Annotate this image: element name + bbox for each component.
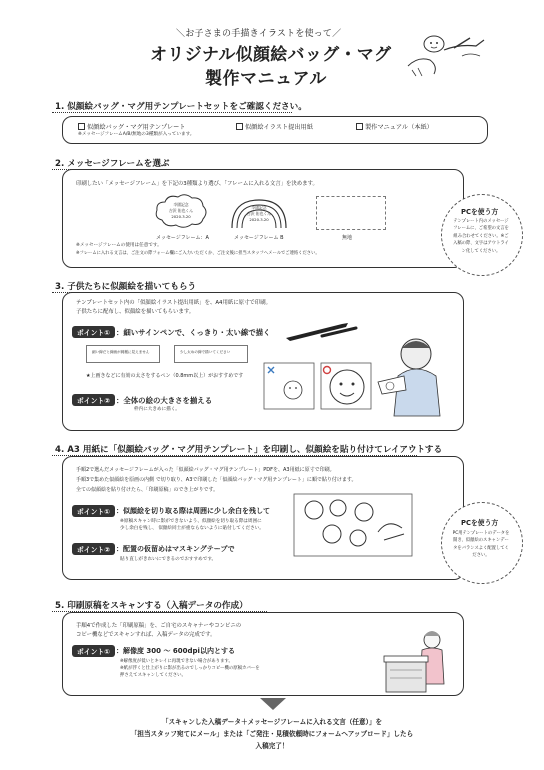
footer-line-2: 「担当スタッフ宛てにメール」または「ご発注・見積依頼時にフォームへアップロード」したら bbox=[130, 730, 414, 738]
pc-tip-1-body: テンプレート内のメッセージフレームに、ご希望の文言を組み合わせてください。※ご入稿の際、文字はアウトライン化してください。 bbox=[453, 219, 509, 254]
page-title: オリジナル似顔絵バッグ・マグ bbox=[150, 45, 392, 65]
slash-right: ／ bbox=[332, 29, 342, 39]
check-item-label: 製作マニュアル（本紙） bbox=[365, 124, 433, 131]
section-3-point-2-sub: 枠内に大きめに描く。 bbox=[134, 407, 180, 412]
frame-plain-box bbox=[316, 196, 386, 230]
section-4-point-1-text: ：似顔絵を切り取る際は周囲に少し余白を残して bbox=[116, 507, 270, 515]
header-subtitle-text: お子さまの手描きイラストを使って bbox=[185, 29, 333, 39]
checkbox-icon bbox=[236, 123, 243, 130]
section-4-point-2-text: ：配置の仮留めはマスキングテープで bbox=[116, 545, 235, 553]
section-4-point-2-sub: 貼り直しがきれいにできるのでおすすめです。 bbox=[120, 557, 217, 562]
section-4-point-2-badge: ポイント② bbox=[72, 543, 115, 555]
header-subtitle bbox=[176, 26, 341, 39]
section-5-point-1-badge: ポイント① bbox=[72, 645, 115, 657]
face-size-comparison-illustration bbox=[263, 362, 373, 410]
check-item-template bbox=[78, 122, 185, 131]
section-3-point-1-text: ：細いサインペンで、くっきり・太い線で描く bbox=[116, 328, 271, 337]
section-3-recommend: ★上画きなどに有効の太さをするペン（0.8mm以上）がおすすめです bbox=[86, 373, 244, 379]
frame-b-label: メッセージフレーム B bbox=[234, 235, 284, 241]
frame-a-sample-text: 卒園記念 吉沢 佑也くん 2020.3.20 bbox=[169, 202, 193, 219]
copier-user-illustration bbox=[382, 624, 462, 694]
drawing-hands-illustration bbox=[404, 26, 488, 78]
section-1-title: 1. 似顔絵バッグ・マグ用テンプレートセットをご確認ください。 bbox=[55, 102, 307, 112]
frame-plain-label: 無地 bbox=[342, 235, 353, 241]
check-item-submission-sheet bbox=[236, 122, 313, 131]
thin-line-sample-text: 細い線だと線画が綺麗に見えません bbox=[92, 350, 150, 354]
section-3-point-2-text: ：全体の絵の大きさを揃える bbox=[116, 396, 213, 405]
section-3-point-2-badge: ポイント② bbox=[72, 394, 115, 406]
section-4-point-1-sub: ※原稿スキャン時に影ができないよう、似顔絵を切り取る際は周囲に 少し余白を残し、 似顔絵同士が重ならないように貼付してください。 bbox=[120, 519, 264, 531]
section-5-notes: ※解像度が低いとキレイに再現できない場合があります。 ※紙が浮くと仕上がりに影が出るのでしっかりコピー機の原稿カバーを 押さえてスキャンしてください。 bbox=[120, 659, 260, 678]
check-item-label: 似顔絵イラスト提出用紙 bbox=[245, 124, 313, 131]
frame-b-sample-text: 卒園記念 吉沢 佑也くん 2020.3.20 bbox=[247, 205, 271, 222]
section-1-underline bbox=[52, 112, 292, 114]
pc-tip-1-title: PCを使う方 bbox=[461, 208, 499, 216]
section-2-note-1: ※メッセージフレームの使用は任意です。 bbox=[76, 243, 162, 248]
section-2-note-2: ※フレームに入れる文言は、ご注文の際フォーム欄にご入力いただくか、ご注文後に担当スタッフへメールでご連絡ください。 bbox=[76, 251, 320, 256]
page-title-2: 製作マニュアル bbox=[205, 69, 327, 89]
section-3-point-1-badge: ポイント① bbox=[72, 326, 115, 338]
section-5-intro: 手順4で作成した「印刷原稿」を、ご自宅のスキャナーやコンビニの コピー機などでスキャンすれば、入稿データの完成です。 bbox=[76, 623, 242, 638]
section-4-intro-1: 手順2で選んだメッセージフレームが入った「似顔絵バッグ・マグ用テンプレート」PDFを、A3用紙に原寸で印刷。 bbox=[76, 467, 335, 473]
section-2-title: 2. メッセージフレームを選ぶ bbox=[55, 159, 170, 169]
down-arrow-icon bbox=[260, 698, 286, 710]
marker-pen-illustration bbox=[282, 318, 360, 342]
child-drawing-illustration bbox=[374, 332, 464, 418]
pc-tip-2-title: PCを使う方 bbox=[461, 519, 499, 527]
footer-line-1: 「スキャンした入稿データ＋メッセージフレームに入れる文言（任意）」を bbox=[161, 718, 383, 726]
frame-a-label: メッセージフレーム：A bbox=[156, 235, 209, 241]
slash-left: ＼ bbox=[176, 29, 186, 39]
section-5-point-1-text: ：解像度 300 ～ 600dpi以内とする bbox=[116, 647, 235, 655]
thick-line-sample-text: 少し太めの線で描いてください bbox=[180, 350, 231, 354]
check-item-label: 似顔絵バッグ・マグ用テンプレート bbox=[87, 124, 186, 131]
section-4-point-1-badge: ポイント① bbox=[72, 505, 115, 517]
footer-line-3: 入稿完了！ bbox=[255, 742, 289, 750]
layout-pasting-illustration bbox=[292, 488, 414, 558]
section-1-note: ※メッセージフレームA/B/無地の3種類が入っています。 bbox=[78, 132, 195, 137]
section-2-intro: 印刷したい「メッセージフレーム」を下記の3種類より選び、「フレームに入れる文言」を決めます。 bbox=[76, 181, 318, 187]
section-3-title: 3. 子供たちに似顔絵を描いてもらう bbox=[55, 282, 197, 292]
section-5-title: 5. 印刷原稿をスキャンする（入稿データの作成） bbox=[55, 601, 248, 611]
section-3-intro: テンプレートセット内の「似顔絵イラスト提出用紙」を、A4用紙に原寸で印刷。 子供たちに配布し、似顔絵を描いてもらいます。 bbox=[76, 300, 271, 315]
pc-tip-2-body: PC用テンプレートのデータを開き、似顔絵のスキャンデータをバランスよく配置してください。 bbox=[452, 531, 510, 559]
section-4-intro-2: 手順3で集めた似顔絵を原画の内側 で切り取り、A3で印刷した「似顔絵バッグ・マグ用テンプレート」に順で貼り付けます。 bbox=[76, 477, 357, 483]
checkbox-icon bbox=[78, 123, 85, 130]
checkbox-icon bbox=[356, 123, 363, 130]
section-4-intro-3: 全ての似顔絵を貼り付けたら、「印刷原稿」のでき上がりです。 bbox=[76, 487, 219, 493]
check-item-manual bbox=[356, 122, 433, 131]
section-4-title: 4. A3 用紙に「似顔絵バッグ・マグ用テンプレート」を印刷し、似顔絵を貼り付けてレイアウトする bbox=[55, 445, 443, 455]
